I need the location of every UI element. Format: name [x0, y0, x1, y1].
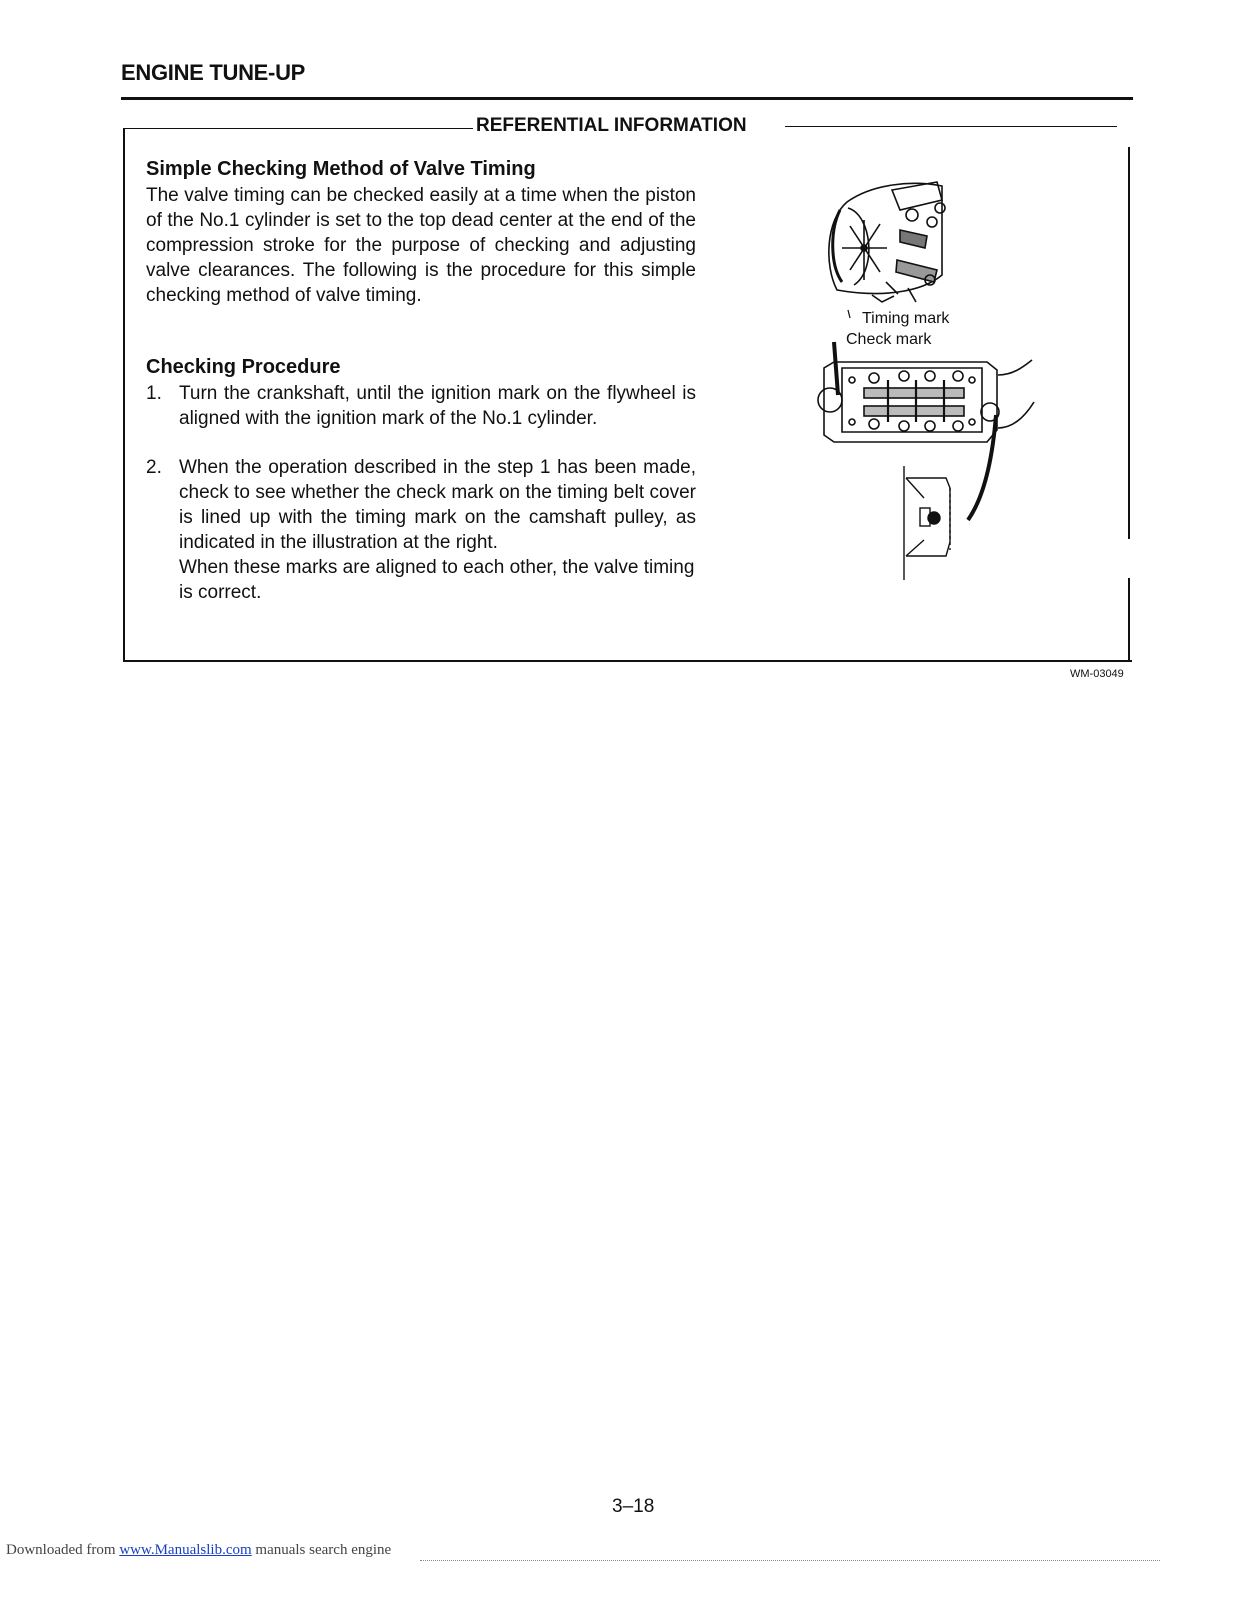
valve-timing-paragraph: The valve timing can be checked easily at a time when the piston of the No.1 cylinder is set to the top dead center at the end of the compression stroke for the purpose of checking and adjusting valve clearances. The following is the procedure for this simple checking method of valve timing.: [146, 185, 696, 306]
header-rule: [121, 97, 1133, 100]
box-left-border: [123, 128, 125, 662]
step-number: 1.: [146, 383, 162, 404]
procedure-step-2: [146, 455, 696, 605]
section-heading-checking-procedure: Checking Procedure: [146, 356, 341, 378]
valve-timing-illustration: [812, 170, 1042, 590]
timing-mark-leader: [848, 310, 850, 318]
footer-dotted-rule: [420, 1560, 1160, 1561]
box-bottom-border: [123, 660, 1132, 662]
footer-attribution: [6, 1542, 391, 1559]
step-text: Turn the crankshaft, until the ignition mark on the flywheel is aligned with the ignition mark of the No.1 cylinder.: [179, 383, 696, 429]
cylinder-head-top-view: [818, 360, 1034, 442]
box-top-border-right: [785, 126, 1117, 127]
box-top-border-left: [123, 128, 473, 129]
footer-suffix: manuals search engine: [251, 1542, 392, 1558]
camshaft-pulley-detail: [829, 182, 945, 302]
belt-cover-mark-detail: [904, 466, 950, 580]
footer-prefix: Downloaded from: [6, 1542, 120, 1558]
figure-code: WM-03049: [1070, 668, 1124, 680]
page-header-title: ENGINE TUNE-UP: [121, 60, 306, 85]
step-text-continued: When these marks are aligned to each other, the valve timing is correct.: [179, 557, 695, 603]
step-text: When the operation described in the step 1 has been made, check to see whether the check mark on the timing belt cover is lined up with the timing mark on the camshaft pulley, as indicated in the illustration at the right.: [179, 457, 696, 553]
timing-mark-label: Timing mark: [862, 310, 950, 327]
box-right-border-lower: [1128, 578, 1130, 662]
check-mark-pointer: [834, 342, 838, 395]
check-mark-label: Check mark: [846, 331, 932, 348]
step-number: 2.: [146, 457, 162, 478]
section-heading-valve-timing: Simple Checking Method of Valve Timing: [146, 158, 536, 180]
procedure-step-1: [146, 381, 696, 431]
referential-info-label: REFERENTIAL INFORMATION: [476, 115, 747, 136]
page-number: 3–18: [612, 1496, 655, 1517]
box-right-border-upper: [1128, 147, 1130, 539]
manualslib-link[interactable]: www.Manualslib.com: [119, 1542, 252, 1558]
